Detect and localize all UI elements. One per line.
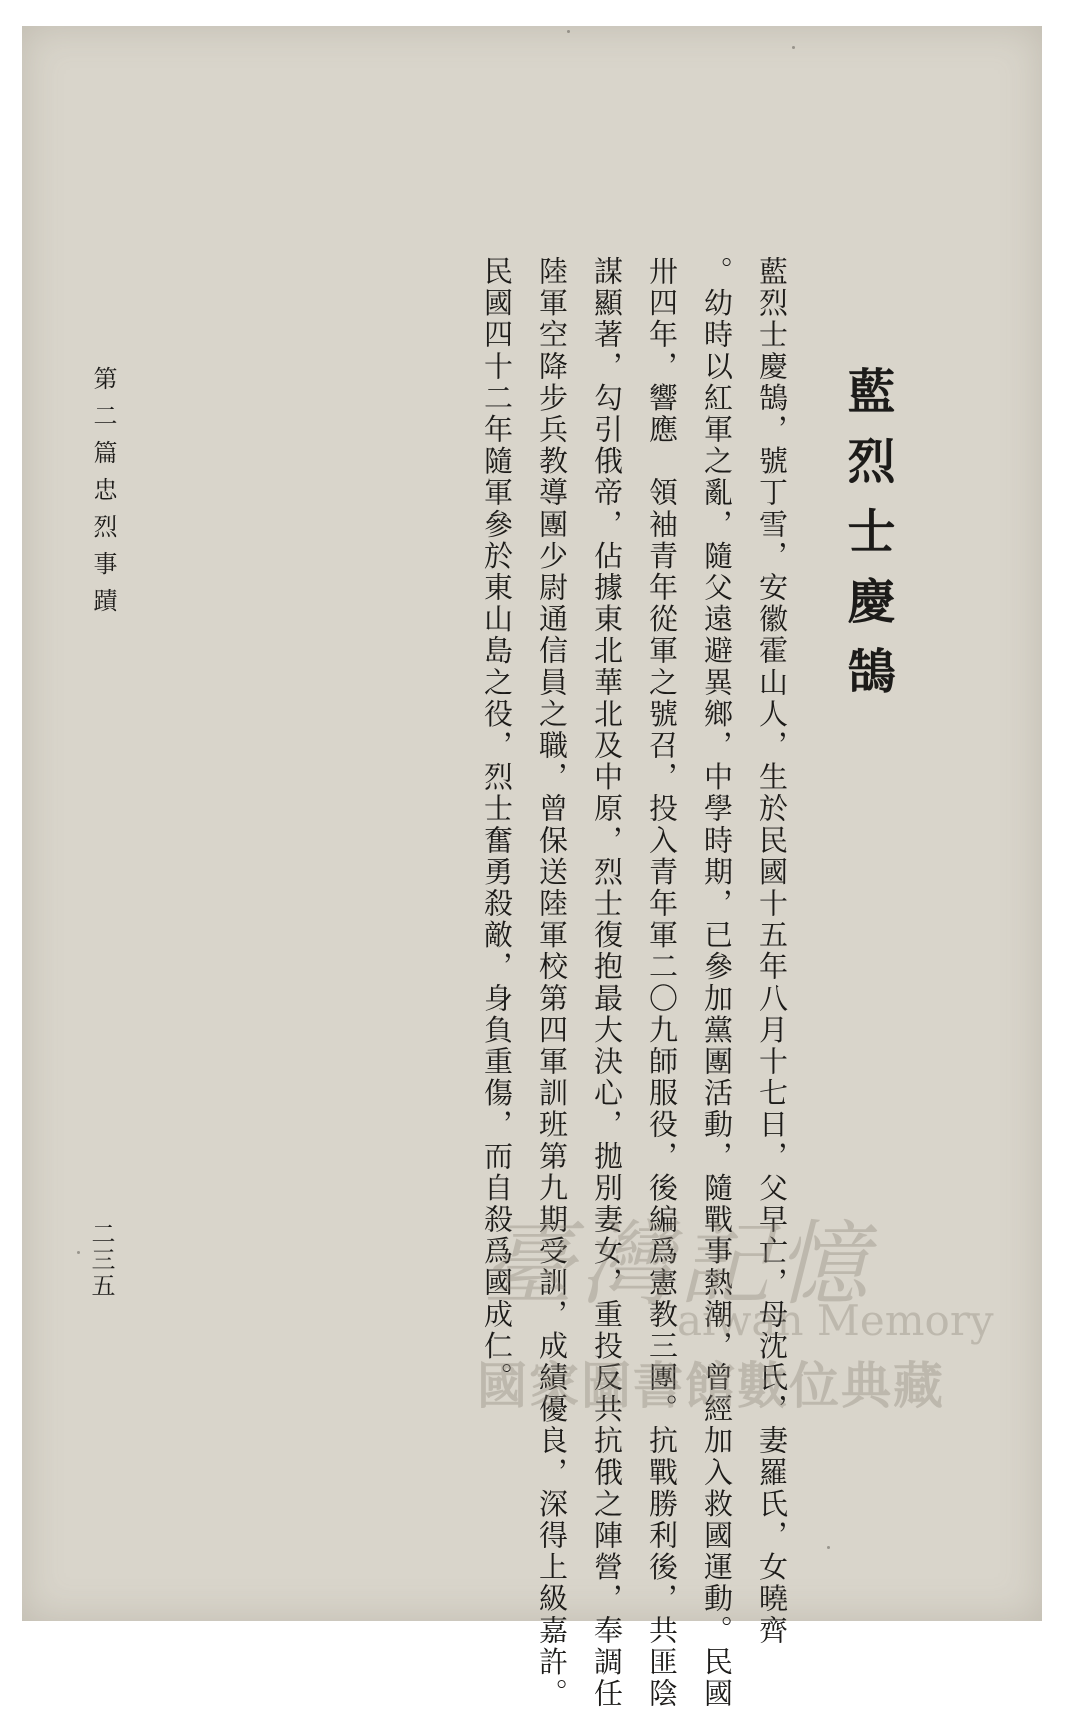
watermark-cursive-text: 臺灣記憶 [482,1211,875,1318]
paper-speck [792,46,795,49]
body-line-4: 謀顯著，勾引俄帝，佔據東北華北及中原，烈士復抱最大決心，拋別妻女，重投反共抗俄之陣營，奉調任 [590,256,624,1710]
page-title: 藍烈士慶鵠 [839,366,895,716]
paper-speck [827,1546,830,1549]
body-line-2: 。幼時以紅軍之亂，隨父遠避異鄉，中學時期，已參加黨團活動，隨戰事熱潮，曾經加入救國運動。民國 [700,256,734,1710]
watermark-english-text: aiwan Memory [677,1296,994,1345]
paper-speck [77,1251,80,1254]
watermark-chinese-text: 國家圖書館數位典藏 [477,1357,945,1415]
body-line-3: 卅四年，響應 領袖青年從軍之號召，投入青年軍二〇九師服役，後編爲憲教三團。抗戰勝利後，共匪陰 [645,256,679,1710]
section-header: 第二篇忠烈事蹟 [89,366,117,625]
page-number: 二三五 [87,1221,115,1299]
body-line-6: 民國四十二年隨軍參於東山島之役，烈士奮勇殺敵，身負重傷，而自殺爲國成仁。 [480,256,514,1394]
document-page [22,26,1042,1710]
paper-speck [567,30,570,33]
body-line-5: 陸軍空降步兵教導團少尉通信員之職，曾保送陸軍校第四軍訓班第九期受訓，成績優良，深得上級嘉許。 [535,256,569,1710]
body-line-1: 藍烈士慶鵠，號丁雪，安徽霍山人，生於民國十五年八月十七日，父早亡，母沈氏，妻羅氏，女曉齊 [755,256,789,1647]
